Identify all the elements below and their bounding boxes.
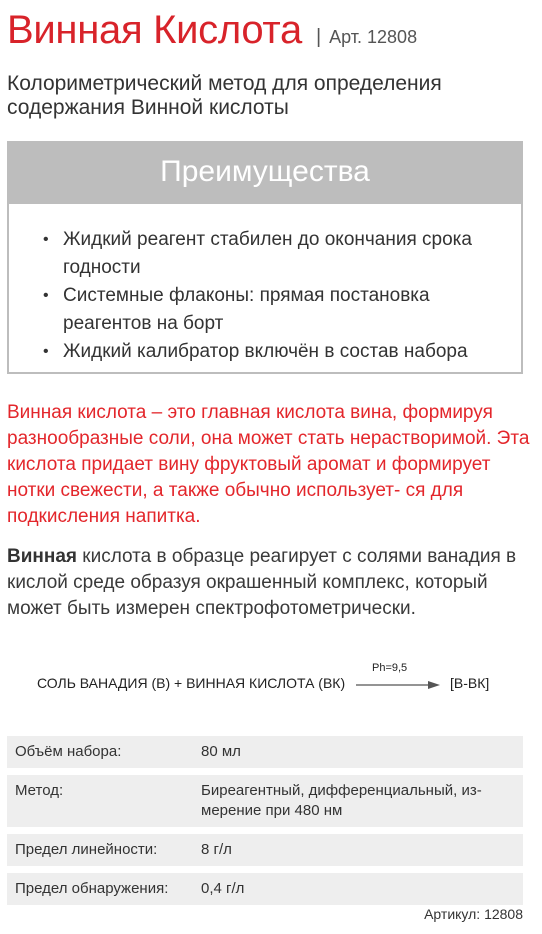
spec-value: 80 мл <box>201 743 241 760</box>
spec-label: Предел линейности: <box>15 841 158 858</box>
spec-value: 8 г/л <box>201 841 232 858</box>
intro-paragraph: Винная кислота – это главная кислота вина, формируя разнообразные соли, она может стать нерастворимой. Эта кислота придает вину фруктовый аромат и формирует нотки свежести, а также обычно использует- ся для подкисления напитка. <box>7 402 530 527</box>
advantages-list <box>9 204 521 366</box>
advantage-text: Системные флаконы: прямая постановка реагентов на борт <box>63 285 430 334</box>
page-title: Винная Кислота <box>7 8 302 52</box>
advantages-box <box>7 141 523 374</box>
reaction-equation <box>0 655 542 700</box>
bullet-icon: • <box>43 231 49 248</box>
description-text: кислота в образце реагирует с солями ванадия в кислой среде образуя окрашенный комплекс, который может быть измерен спектрофотометрически. <box>7 546 517 619</box>
article-number: Арт. 12808 <box>329 27 418 47</box>
title-row <box>7 8 537 56</box>
advantages-heading: Преимущества <box>9 143 521 204</box>
spec-value: 0,4 г/л <box>201 880 245 897</box>
reaction-arrow-icon <box>356 680 440 690</box>
bullet-icon: • <box>43 343 49 360</box>
method-description <box>7 544 532 622</box>
bullet-icon: • <box>43 287 49 304</box>
description-bold: Винная <box>7 546 78 567</box>
reaction-product: [В-ВК] <box>450 675 490 691</box>
spec-row <box>7 873 523 905</box>
spec-label: Предел обнаружения: <box>15 880 169 897</box>
advantage-text: Жидкий калибратор включён в состав набора <box>63 341 468 362</box>
advantage-item <box>39 226 509 282</box>
reaction-condition: Ph=9,5 <box>372 662 408 674</box>
spec-label: Объём набора: <box>15 743 122 760</box>
title-separator: | <box>315 26 322 48</box>
spec-row <box>7 834 523 866</box>
reaction-reactants: СОЛЬ ВАНАДИЯ (В) + ВИННАЯ КИСЛОТА (ВК) <box>37 675 346 691</box>
spec-row <box>7 775 523 827</box>
specs-table <box>7 736 523 912</box>
advantage-item <box>39 282 509 338</box>
advantage-text: Жидкий реагент стабилен до окончания срока годности <box>63 229 472 278</box>
page-subtitle: Колориметрический метод для определения содержания Винной кислоты <box>7 72 442 119</box>
advantage-item <box>39 338 509 366</box>
footer-article: Артикул: 12808 <box>424 906 523 922</box>
spec-row <box>7 736 523 768</box>
spec-label: Метод: <box>15 782 64 799</box>
spec-value: Биреагентный, дифференциальный, из- мерение при 480 нм <box>201 782 482 819</box>
